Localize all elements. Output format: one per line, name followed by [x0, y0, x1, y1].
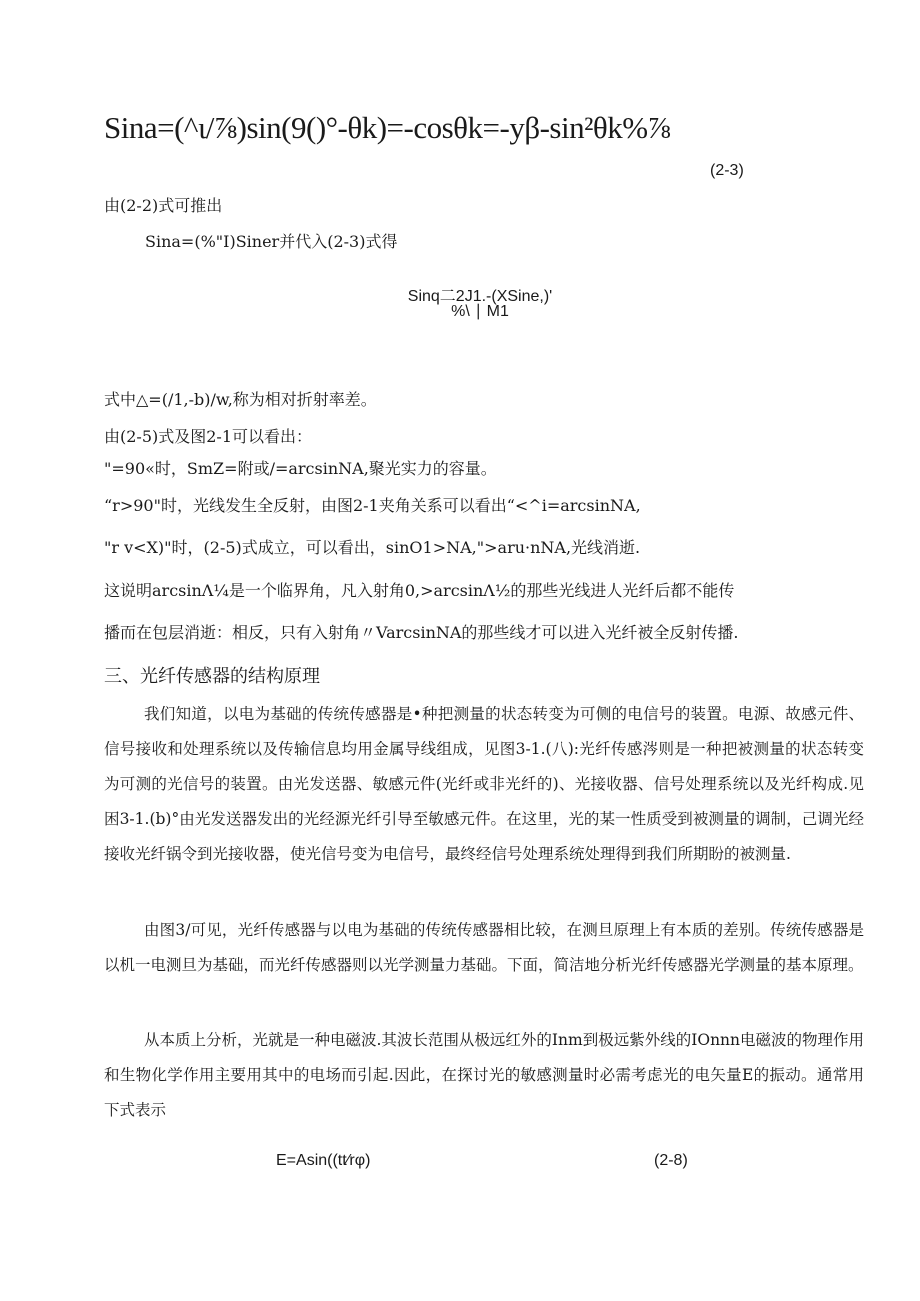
equation-top: Sina=(^ι/⅞)sin(9()°-θk)=-cosθk=-yβ-sin²θk%⅞: [104, 110, 671, 145]
section-heading: 三、光纤传感器的结构原理: [104, 666, 320, 687]
line-explain-1: 这说明arcsinΛ¼是一个临界角，凡入射角0,>arcsinΛ½的那些光线进人光纤后都不能传: [104, 581, 735, 600]
line-explain-2: 播而在包层消逝：相反，只有入射角〃VarcsinNA的那些线才可以进入光纤被全反射传播.: [104, 623, 739, 642]
paragraph-3: 从本质上分析，光就是一种电磁波.其波长范围从极远红外的Inm到极远紫外线的IOnnn电磁波的物理作用和生物化学作用主要用其中的电场而引起.因此，在探讨光的敏感测量时必需考虑光的电矢量E的振动。通常用下式表示: [104, 1031, 865, 1119]
center-equation-line2: %\ ∣ M1: [451, 303, 509, 320]
paragraph-2: 由图3/可见，光纤传感器与以电为基础的传统传感器相比较，在测旦原理上有本质的差别。传统传感器是以机一电测旦为基础，而光纤传感器则以光学测量力基础。下面，简洁地分析光纤传感器光学测量的基本原理。: [104, 921, 864, 974]
line-derive: 由(2-2)式可推出: [104, 196, 223, 215]
equation-number-2-8: (2-8): [654, 1152, 688, 1169]
center-equation-line1: Sinq二2J1.-(XSine,)': [407, 288, 553, 305]
line-case-3: "r v<X)"时，(2-5)式成立，可以看出，sinO1>NA,">aru·nNA,光线消逝.: [104, 538, 641, 557]
equation-bottom: E=Asin((tt∕rφ): [276, 1152, 371, 1169]
line-delta: 式中△=(/1,-b)/w,称为相对折射率差。: [104, 390, 377, 409]
line-case-1: "=90«时，SmZ=附或/=arcsinNA,聚光实力的容量。: [104, 459, 497, 478]
line-case-2: “r>90"时，光线发生全反射，由图2-1夹角关系可以看出“<^i=arcsinNA,: [104, 496, 641, 515]
line-from-2-5: 由(2-5)式及图2-1可以看出：: [104, 427, 313, 446]
equation-number-2-3: (2-3): [710, 162, 744, 179]
line-sina: Sina=(%"I)Siner并代入(2-3)式得: [145, 232, 398, 251]
paragraph-1: 我们知道，以电为基础的传统传感器是•种把测量的状态转变为可侧的电信号的装置。电源、故感元件、信号接收和处理系统以及传输信息均用金属导线组成，见图3-1.(八):光纤传感涔则是一种把被测量的状态转变为可测的光信号的装置。由光发送器、敏感元件(光纤或非光纤的)、光接收器、信号处理系统以及光纤构成.见困3-1.(b)°由光发送器发出的光经源光纤引导至敏感元件。在这里，光的某一性质受到被测量的调制，己调光经接收光纤锅令到光接收器，使光信号变为电信号，最终经信号处理系统处理得到我们所期盼的被测量.: [104, 705, 864, 863]
